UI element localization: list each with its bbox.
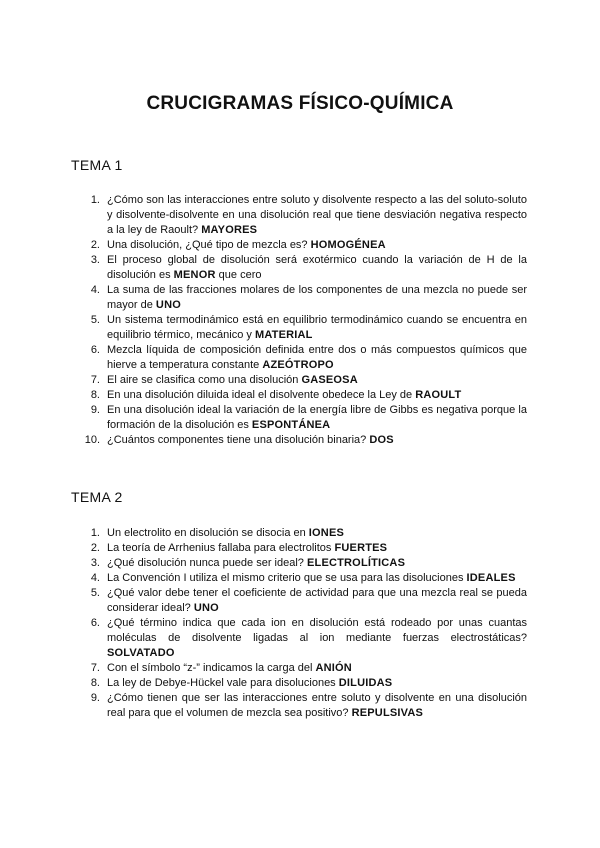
question-text: ¿Cómo tienen que ser las interacciones entre soluto y disolvente en una disolución real para que el volumen de mezcla sea positivo?	[107, 692, 527, 719]
question-number: 5.	[90, 314, 100, 326]
answer: SOLVATADO	[107, 647, 175, 659]
answer: DILUIDAS	[338, 677, 393, 689]
question-item	[70, 661, 527, 676]
question-text-after: que cero	[218, 269, 262, 281]
question-text: En una disolución diluida ideal el disolvente obedece la Ley de	[107, 389, 413, 401]
question-text: ¿Cuántos componentes tiene una disolución binaria?	[107, 434, 367, 446]
section-heading-tema-2: TEMA 2	[71, 489, 123, 505]
question-number: 9.	[90, 692, 100, 704]
question-number: 3.	[90, 557, 100, 569]
question-text: La ley de Debye-Hückel vale para disoluciones	[107, 677, 336, 689]
question-number: 6.	[90, 617, 100, 629]
question-text: La Convención I utiliza el mismo criterio que se usa para las disoluciones	[107, 572, 464, 584]
answer: HOMOGÉNEA	[310, 239, 386, 251]
answer: IONES	[308, 527, 345, 539]
answer: IDEALES	[466, 572, 516, 584]
question-number: 10.	[84, 434, 100, 446]
question-text: ¿Qué disolución nunca puede ser ideal?	[107, 557, 304, 569]
question-text: Mezcla líquida de composición definida entre dos o más compuestos químicos que hierve a temperatura constante	[107, 344, 527, 371]
question-number: 8.	[90, 389, 100, 401]
question-list-tema-1	[70, 193, 527, 448]
question-item	[70, 433, 527, 448]
question-item	[70, 283, 527, 313]
question-text: Una disolución, ¿Qué tipo de mezcla es?	[107, 239, 308, 251]
question-text: Un sistema termodinámico está en equilibrio termodinámico cuando se encuentra en equilibrio térmico, mecánico y	[107, 314, 527, 341]
answer: MAYORES	[201, 224, 258, 236]
question-number: 9.	[90, 404, 100, 416]
question-text: La teoría de Arrhenius fallaba para electrolitos	[107, 542, 332, 554]
question-text: ¿Qué valor debe tener el coeficiente de actividad para que una mezcla real se pueda considerar ideal?	[107, 587, 527, 614]
question-text: El aire se clasifica como una disolución	[107, 374, 299, 386]
question-item	[70, 616, 527, 661]
answer: DOS	[369, 434, 394, 446]
question-text: ¿Qué término indica que cada ion en disolución está rodeado por unas cuantas moléculas de disolvente ligadas al ion mediante fuerzas electrostáticas?	[107, 617, 527, 644]
question-list-tema-2	[70, 526, 527, 721]
question-item	[70, 373, 527, 388]
page-title: CRUCIGRAMAS FÍSICO-QUÍMICA	[146, 93, 454, 114]
question-item	[70, 526, 527, 541]
question-number: 1.	[90, 194, 100, 206]
question-item	[70, 403, 527, 433]
answer: GASEOSA	[301, 374, 358, 386]
answer: ANIÓN	[315, 662, 352, 674]
answer: RAOULT	[415, 389, 462, 401]
question-text: El proceso global de disolución será exotérmico cuando la variación de H de la disolución es	[107, 254, 527, 281]
question-item	[70, 541, 527, 556]
question-item	[70, 253, 527, 283]
question-number: 8.	[90, 677, 100, 689]
question-item	[70, 556, 527, 571]
question-text: En una disolución ideal la variación de la energía libre de Gibbs es negativa porque la formación de la disolución es	[107, 404, 527, 431]
answer: UNO	[193, 602, 219, 614]
question-number: 6.	[90, 344, 100, 356]
answer: REPULSIVAS	[351, 707, 424, 719]
answer: MENOR	[173, 269, 216, 281]
answer: AZEÓTROPO	[262, 359, 334, 371]
question-text: La suma de las fracciones molares de los componentes de una mezcla no puede ser mayor de	[107, 284, 527, 311]
question-number: 1.	[90, 527, 100, 539]
question-number: 2.	[90, 542, 100, 554]
answer: FUERTES	[334, 542, 388, 554]
question-item	[70, 586, 527, 616]
question-item	[70, 313, 527, 343]
question-number: 2.	[90, 239, 100, 251]
question-number: 4.	[90, 284, 100, 296]
question-item	[70, 388, 527, 403]
answer: ELECTROLÍTICAS	[306, 557, 406, 569]
question-text: ¿Cómo son las interacciones entre soluto y disolvente respecto a las del soluto-soluto y disolvente-disolvente en una disolución real que tiene desviación negativa respecto a la ley de Raoult?	[107, 194, 527, 236]
question-number: 7.	[90, 662, 100, 674]
question-item	[70, 193, 527, 238]
question-item	[70, 343, 527, 373]
question-number: 7.	[90, 374, 100, 386]
question-item	[70, 676, 527, 691]
question-text: Un electrolito en disolución se disocia en	[107, 527, 306, 539]
question-number: 3.	[90, 254, 100, 266]
section-heading-tema-1: TEMA 1	[71, 157, 123, 173]
question-item	[70, 238, 527, 253]
question-number: 4.	[90, 572, 100, 584]
question-item	[70, 571, 527, 586]
answer: UNO	[155, 299, 181, 311]
question-item	[70, 691, 527, 721]
answer: MATERIAL	[254, 329, 313, 341]
answer: ESPONTÁNEA	[251, 419, 331, 431]
question-text: Con el símbolo “z-” indicamos la carga del	[107, 662, 313, 674]
question-number: 5.	[90, 587, 100, 599]
